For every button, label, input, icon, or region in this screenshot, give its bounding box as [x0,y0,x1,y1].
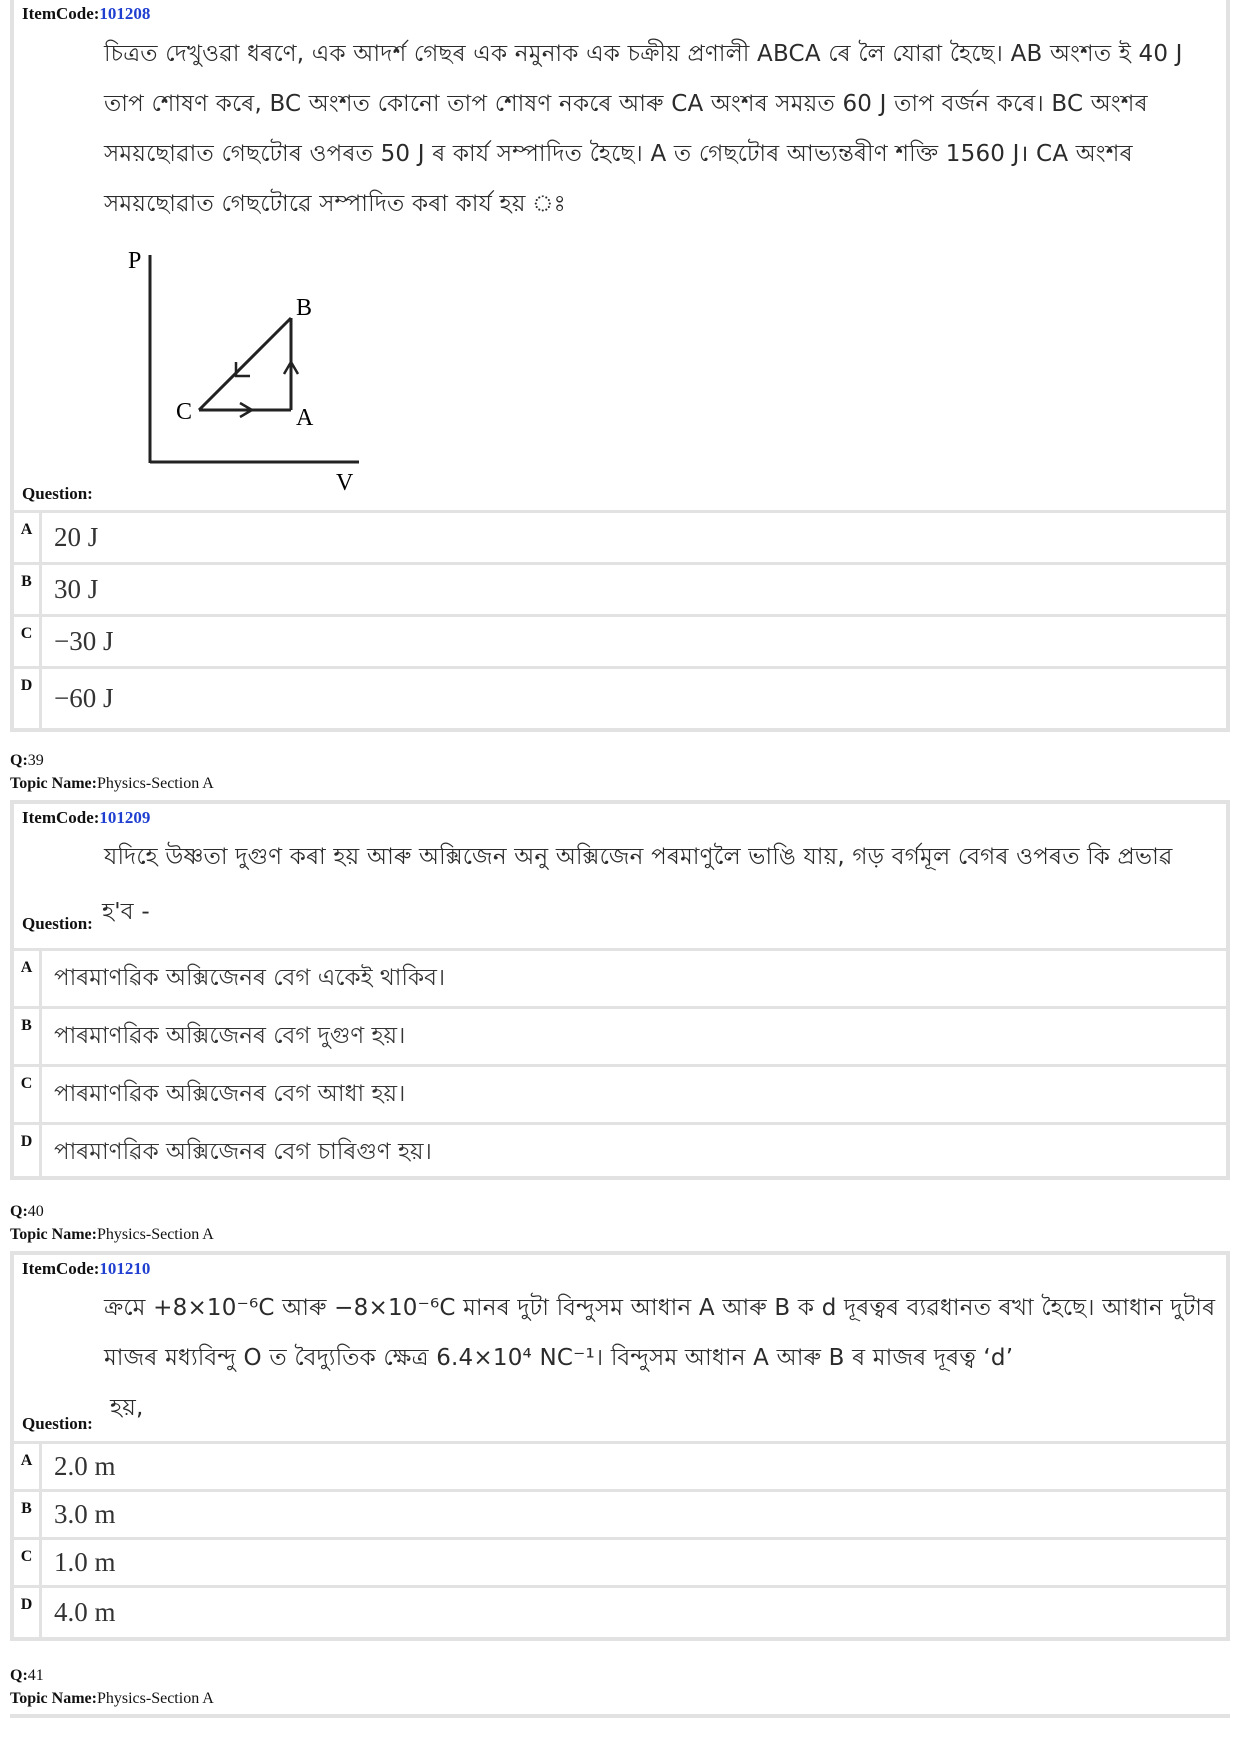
point-c-label: C [176,399,193,425]
option-row[interactable] [14,562,1226,614]
option-row[interactable] [14,1122,1226,1180]
option-value: −60 J [54,683,114,713]
option-value: 2.0 m [54,1451,116,1481]
option-value: 4.0 m [54,1597,116,1627]
question-label: Question: [22,1414,93,1433]
option-value: পাৰমাণৱিক অক্সিজেনৰ বেগ আধা হয়। [54,1081,406,1107]
option-value: 1.0 m [54,1547,116,1577]
option-row[interactable] [14,1537,1226,1585]
option-row[interactable] [14,1064,1226,1122]
question-text-line2: হ'ব - [102,899,150,925]
option-letter: B [14,1009,42,1064]
option-row[interactable] [14,1441,1226,1489]
option-letter: B [14,565,42,614]
item-code: ItemCode:101208 [22,4,151,23]
item-code-value: 101208 [99,4,151,23]
option-value: 30 J [54,574,99,604]
question-block [10,800,1230,1180]
question-block [10,1251,1230,1641]
question-number: Q:39 [10,752,44,769]
segment-bc [199,318,291,410]
option-value: পাৰমাণৱিক অক্সিজেনৰ বেগ চাৰিগুণ হয়। [54,1139,432,1165]
v-axis-label: V [336,470,354,496]
option-letter: C [14,1540,42,1585]
option-value: পাৰমাণৱিক অক্সিজেনৰ বেগ একেই থাকিব। [54,965,446,991]
option-value: 3.0 m [54,1499,116,1529]
topic-name: Topic Name:Physics-Section A [10,1690,214,1707]
pv-diagram [114,250,374,500]
question-text-last: হয়, [110,1395,144,1421]
option-row[interactable] [14,1585,1226,1637]
question-block [10,0,1230,732]
option-value: −30 J [54,626,114,656]
option-row[interactable] [14,614,1226,666]
topic-name: Topic Name:Physics-Section A [10,775,214,792]
question-text: চিত্রত দেখুওৱা ধৰণে, এক আদৰ্শ গেছৰ এক নমুনাক এক চক্ৰীয় প্ৰণালী ABCA ৰে লৈ যোৱা হৈছে। AB অংশত ই 40 J তাপ শোষণ কৰে, BC অংশত কোনো তাপ শোষণ নকৰে আৰু CA অংশৰ সময়ত 60 J তাপ বৰ্জন কৰে। BC অংশৰ সময়ছোৱাত গেছটোৰ ওপৰত 50 J ৰ কাৰ্য সম্পাদিত হৈছে। A ত গেছটোৰ আভ্যন্তৰীণ শক্তি 1560 J। CA অংশৰ সময়ছোৱাত গেছটোৱে সম্পাদিত কৰা কাৰ্য হয় ঃ [104,41,1183,217]
question-text-line1: যদিহে উষ্ণতা দুগুণ কৰা হয় আৰু অক্সিজেন অনু অক্সিজেন পৰমাণুলৈ ভাঙি যায়, গড় বৰ্গমূল বেগৰ ওপৰত কি প্ৰভাৱ [104,844,1173,870]
question-text: ক্ৰমে +8×10⁻⁶C আৰু −8×10⁻⁶C মানৰ দুটা বিন্দুসম আধান A আৰু B ক d দূৰত্বৰ ব্যৱধানত ৰখা হৈছে। আধান দুটাৰ মাজৰ মধ্যবিন্দু O ত বৈদ্যুতিক ক্ষেত্ৰ 6.4×10⁴ NC⁻¹। বিন্দুসম আধান A আৰু B ৰ মাজৰ দূৰত্ব ‘d’ [104,1295,1216,1371]
option-letter: D [14,1125,42,1180]
item-code: ItemCode:101210 [22,1259,151,1278]
option-row[interactable] [14,1489,1226,1537]
item-code-value: 101210 [99,1259,151,1278]
option-value: 20 J [54,522,99,552]
option-letter: B [14,1492,42,1537]
option-letter: C [14,617,42,666]
option-letter: D [14,1588,42,1637]
point-a-label: A [296,405,314,431]
option-letter: C [14,1067,42,1122]
option-letter: A [14,951,42,1006]
option-value: পাৰমাণৱিক অক্সিজেনৰ বেগ দুগুণ হয়। [54,1023,406,1049]
option-row[interactable] [14,948,1226,1006]
question-number: Q:40 [10,1203,44,1220]
next-block-edge [10,1714,1230,1718]
item-code: ItemCode:101209 [22,808,151,827]
option-row[interactable] [14,1006,1226,1064]
option-letter: A [14,1444,42,1489]
question-label: Question: [22,914,93,933]
option-letter: A [14,513,42,562]
p-axis-label: P [128,250,142,274]
point-b-label: B [296,295,313,321]
option-row[interactable] [14,510,1226,562]
item-code-value: 101209 [99,808,151,827]
topic-name: Topic Name:Physics-Section A [10,1226,214,1243]
question-label: Question: [22,484,93,503]
option-letter: D [14,669,42,728]
question-number: Q:41 [10,1667,44,1684]
option-row[interactable] [14,666,1226,728]
